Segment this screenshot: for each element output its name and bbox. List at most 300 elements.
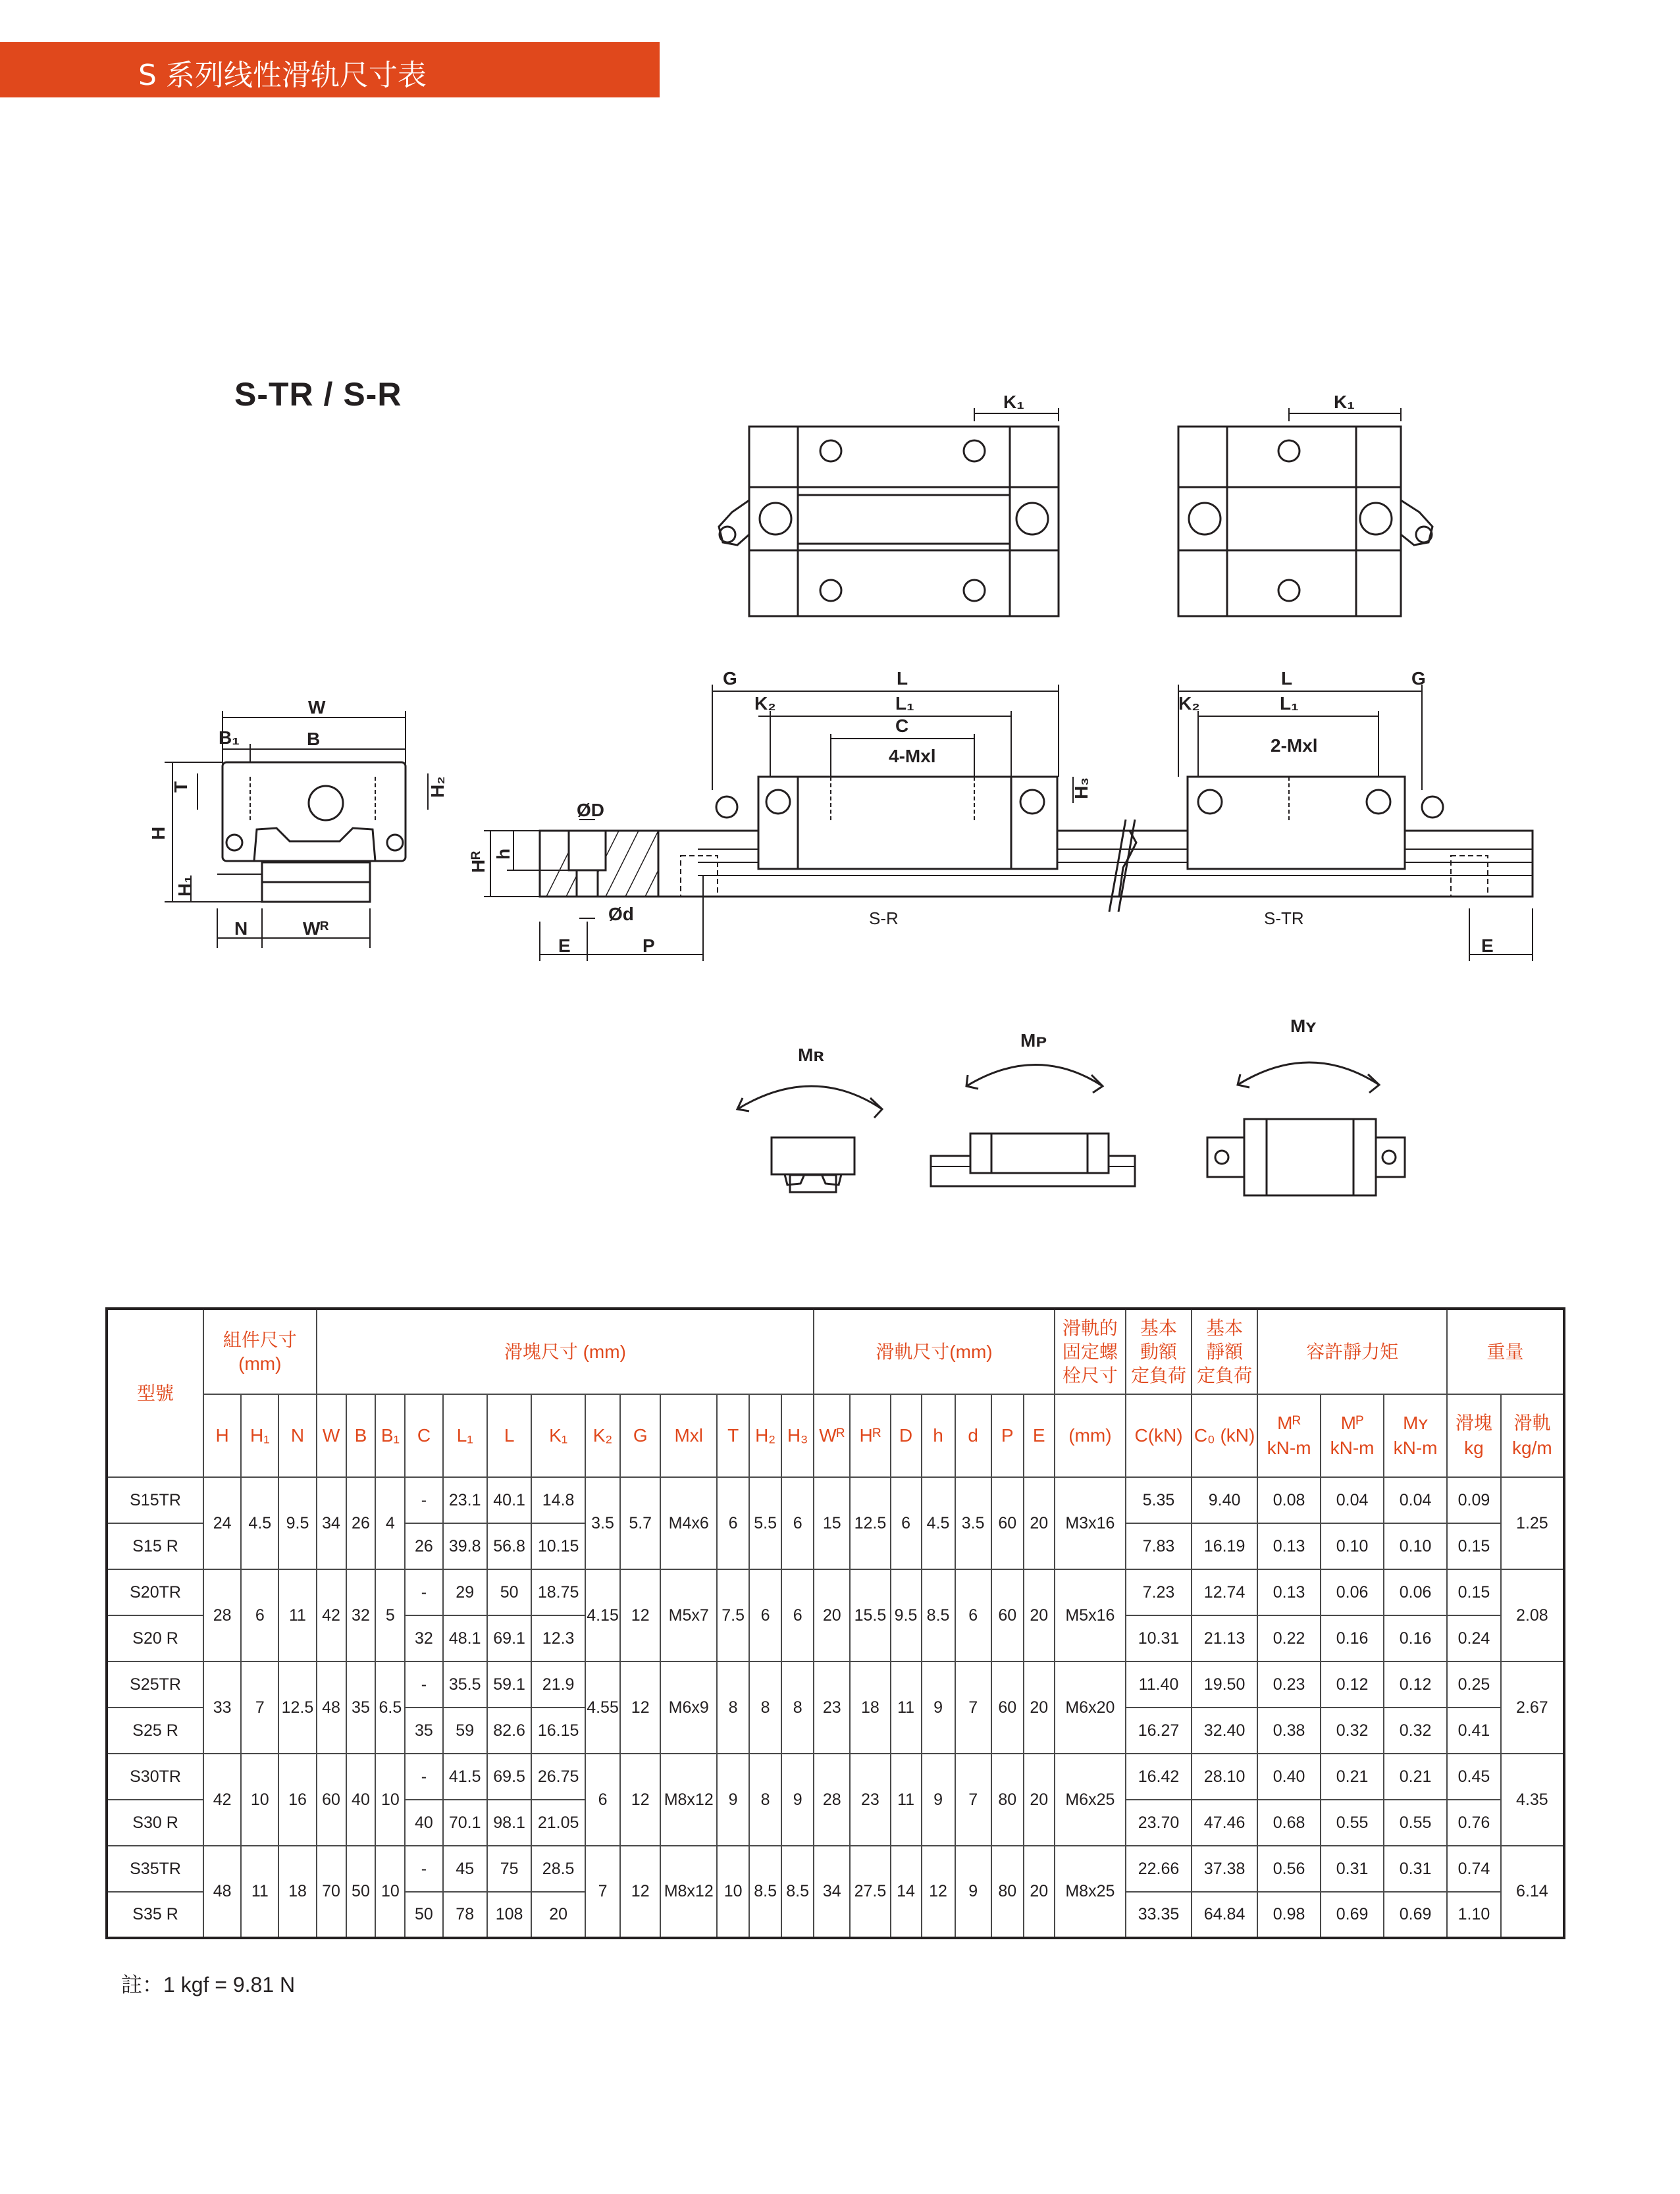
cell-mxl: M8x12 <box>660 1846 717 1938</box>
label-k1-b: K₁ <box>1334 392 1355 412</box>
cell-c0: 47.46 <box>1192 1800 1257 1846</box>
cell-mp: 0.10 <box>1321 1523 1384 1569</box>
cell-e: 20 <box>1024 1661 1055 1754</box>
cell-c: - <box>405 1754 442 1800</box>
cell-my: 0.55 <box>1384 1800 1447 1846</box>
model-cell: S35 R <box>107 1892 203 1938</box>
sub-n: N <box>278 1394 316 1477</box>
moment-my-icon <box>1207 1062 1405 1195</box>
cell-b: 40 <box>346 1754 376 1846</box>
cell-l1: 70.1 <box>443 1800 487 1846</box>
label-h3: H₃ <box>1071 777 1091 799</box>
label-g-right: G <box>1411 668 1426 689</box>
cell-rail-weight: 2.67 <box>1501 1661 1564 1754</box>
cell-mp: 0.06 <box>1321 1569 1384 1615</box>
model-cell: S20TR <box>107 1569 203 1615</box>
cell-c: - <box>405 1477 442 1523</box>
cell-rail-weight: 1.25 <box>1501 1477 1564 1569</box>
cell-c0: 64.84 <box>1192 1892 1257 1938</box>
model-cell: S15TR <box>107 1477 203 1523</box>
cell-h3: 6 <box>781 1477 814 1569</box>
label-k2-left: K₂ <box>754 693 776 714</box>
cell-mr: 0.98 <box>1257 1892 1321 1938</box>
cell-l1: 45 <box>443 1846 487 1892</box>
cell-mxl: M5x7 <box>660 1569 717 1661</box>
cell-l: 40.1 <box>487 1477 531 1523</box>
sub-p: P <box>991 1394 1024 1477</box>
label-my: Mʏ <box>1290 1016 1317 1036</box>
footnote: 註：1 kgf = 9.81 N <box>121 1973 296 1997</box>
sub-h3: H₃ <box>781 1394 814 1477</box>
cell-cd: 33.35 <box>1126 1892 1192 1938</box>
cell-wr: 34 <box>814 1846 850 1938</box>
cell-block_w: 0.09 <box>1447 1477 1501 1523</box>
label-k2-right: K₂ <box>1178 693 1200 714</box>
sub-l: L <box>487 1394 531 1477</box>
cell-d: 11 <box>891 1661 922 1754</box>
label-g-left: G <box>723 668 737 689</box>
cell-l1: 39.8 <box>443 1523 487 1569</box>
cell-w: 42 <box>317 1569 346 1661</box>
label-t: T <box>171 781 191 793</box>
cell-p: 60 <box>991 1477 1024 1569</box>
cell-block_w: 0.45 <box>1447 1754 1501 1800</box>
sub-b1: B₁ <box>375 1394 405 1477</box>
sub-mxl: Mxl <box>660 1394 717 1477</box>
cell-l1: 48.1 <box>443 1615 487 1661</box>
cell-n: 11 <box>278 1569 316 1661</box>
cell-mp: 0.55 <box>1321 1800 1384 1846</box>
header-weight: 重量 <box>1447 1309 1564 1394</box>
label-l-left: L <box>897 668 908 689</box>
cell-bolt: M3x16 <box>1055 1477 1126 1569</box>
cell-p: 60 <box>991 1661 1024 1754</box>
cell-w: 48 <box>317 1661 346 1754</box>
cell-h2: 8.5 <box>749 1846 781 1938</box>
label-p: P <box>643 935 655 956</box>
sub-my: Mʏ kN-m <box>1384 1394 1447 1477</box>
label-l-right: L <box>1281 668 1293 689</box>
cell-h: 9 <box>922 1661 955 1754</box>
table-row <box>107 1846 1564 1892</box>
cell-d: 3.5 <box>955 1477 991 1569</box>
cell-l1: 23.1 <box>443 1477 487 1523</box>
cell-k2: 7 <box>585 1846 620 1938</box>
cell-rail-weight: 4.35 <box>1501 1754 1564 1846</box>
label-wr: Wᴿ <box>303 918 329 939</box>
cell-l1: 78 <box>443 1892 487 1938</box>
label-n: N <box>234 918 248 939</box>
cell-l: 69.5 <box>487 1754 531 1800</box>
header-model: 型號 <box>107 1309 203 1477</box>
cell-mp: 0.16 <box>1321 1615 1384 1661</box>
header-block: 滑塊尺寸 (mm) <box>317 1309 814 1394</box>
sub-hr: Hᴿ <box>850 1394 890 1477</box>
cell-my: 0.16 <box>1384 1615 1447 1661</box>
cell-g: 12 <box>620 1754 660 1846</box>
cell-b1: 6.5 <box>375 1661 405 1754</box>
cell-b: 32 <box>346 1569 376 1661</box>
cell-t: 7.5 <box>717 1569 749 1661</box>
cell-p: 60 <box>991 1569 1024 1661</box>
table-row <box>107 1477 1564 1523</box>
sub-d-lower: d <box>955 1394 991 1477</box>
cell-cd: 7.83 <box>1126 1523 1192 1569</box>
label-od-upper: ØD <box>577 800 604 820</box>
header-bolt: 滑軌的 固定螺 栓尺寸 <box>1055 1309 1126 1394</box>
cell-t: 9 <box>717 1754 749 1846</box>
cell-block_w: 0.15 <box>1447 1523 1501 1569</box>
cell-k1: 21.05 <box>531 1800 585 1846</box>
cell-l: 59.1 <box>487 1661 531 1708</box>
spec-table <box>105 1307 1565 1939</box>
cell-b: 26 <box>346 1477 376 1569</box>
label-mr: Mʀ <box>798 1045 824 1065</box>
cell-l1: 35.5 <box>443 1661 487 1708</box>
sub-c-unit: C(kN) <box>1126 1394 1192 1477</box>
cell-c0: 12.74 <box>1192 1569 1257 1615</box>
cell-k2: 6 <box>585 1754 620 1846</box>
cell-b1: 10 <box>375 1846 405 1938</box>
label-l1-right: L₁ <box>1280 693 1299 714</box>
table-row <box>107 1569 1564 1615</box>
sub-wr: Wᴿ <box>814 1394 850 1477</box>
end-view <box>223 762 406 902</box>
cell-block_w: 1.10 <box>1447 1892 1501 1938</box>
header-assembly: 組件尺寸 (mm) <box>203 1309 317 1394</box>
cell-h2: 6 <box>749 1569 781 1661</box>
cell-k2: 4.15 <box>585 1569 620 1661</box>
cell-h: 24 <box>203 1477 241 1569</box>
cell-w: 70 <box>317 1846 346 1938</box>
cell-g: 5.7 <box>620 1477 660 1569</box>
cell-n: 18 <box>278 1846 316 1938</box>
cell-e: 20 <box>1024 1569 1055 1661</box>
cell-my: 0.04 <box>1384 1477 1447 1523</box>
cell-l1: 29 <box>443 1569 487 1615</box>
cell-cd: 7.23 <box>1126 1569 1192 1615</box>
cell-l: 50 <box>487 1569 531 1615</box>
cell-d: 14 <box>891 1846 922 1938</box>
cell-d: 11 <box>891 1754 922 1846</box>
cell-n: 12.5 <box>278 1661 316 1754</box>
cell-l: 69.1 <box>487 1615 531 1661</box>
cell-my: 0.32 <box>1384 1708 1447 1754</box>
cell-g: 12 <box>620 1569 660 1661</box>
cell-p: 80 <box>991 1846 1024 1938</box>
cell-k1: 12.3 <box>531 1615 585 1661</box>
top-view-s-tr <box>1178 427 1432 616</box>
cell-g: 12 <box>620 1846 660 1938</box>
label-k1-a: K₁ <box>1003 392 1024 412</box>
label-s-tr: S-TR <box>1264 908 1304 928</box>
header-dynamic-load: 基本 動額 定負荷 <box>1126 1309 1192 1394</box>
cell-hr: 15.5 <box>850 1569 890 1661</box>
cell-h1: 11 <box>241 1846 278 1938</box>
cell-b1: 4 <box>375 1477 405 1569</box>
label-h: H <box>148 826 169 840</box>
sub-c: C <box>405 1394 442 1477</box>
cell-h1: 6 <box>241 1569 278 1661</box>
cell-block_w: 0.24 <box>1447 1615 1501 1661</box>
cell-d: 7 <box>955 1754 991 1846</box>
cell-wr: 20 <box>814 1569 850 1661</box>
model-cell: S20 R <box>107 1615 203 1661</box>
cell-e: 20 <box>1024 1477 1055 1569</box>
label-c: C <box>895 716 909 736</box>
cell-e: 20 <box>1024 1846 1055 1938</box>
top-view-s-r <box>719 427 1059 616</box>
cell-c: 26 <box>405 1523 442 1569</box>
cell-k1: 21.9 <box>531 1661 585 1708</box>
cell-l: 108 <box>487 1892 531 1938</box>
model-cell: S30TR <box>107 1754 203 1800</box>
cell-hr: 27.5 <box>850 1846 890 1938</box>
cell-c: 32 <box>405 1615 442 1661</box>
label-od-lower: Ød <box>608 904 634 924</box>
label-2mxl: 2-Mxl <box>1271 735 1318 756</box>
page-title: S 系列线性滑轨尺寸表 <box>138 59 427 92</box>
label-l1-left: L₁ <box>895 693 914 714</box>
cell-wr: 28 <box>814 1754 850 1846</box>
cell-c0: 21.13 <box>1192 1615 1257 1661</box>
cell-k1: 10.15 <box>531 1523 585 1569</box>
sub-mr: Mᴿ kN-m <box>1257 1394 1321 1477</box>
cell-d: 9 <box>955 1846 991 1938</box>
cell-block_w: 0.74 <box>1447 1846 1501 1892</box>
cell-h2: 5.5 <box>749 1477 781 1569</box>
cell-t: 8 <box>717 1661 749 1754</box>
label-h1: H₁ <box>174 875 195 897</box>
cell-c0: 19.50 <box>1192 1661 1257 1708</box>
label-h-small: h <box>493 848 513 860</box>
sub-l1: L₁ <box>443 1394 487 1477</box>
cell-hr: 23 <box>850 1754 890 1846</box>
cell-p: 80 <box>991 1754 1024 1846</box>
cell-h3: 8.5 <box>781 1846 814 1938</box>
cell-cd: 5.35 <box>1126 1477 1192 1523</box>
model-cell: S25 R <box>107 1708 203 1754</box>
cell-h1: 4.5 <box>241 1477 278 1569</box>
label-s-r: S-R <box>869 908 899 928</box>
cell-w: 34 <box>317 1477 346 1569</box>
cell-h1: 7 <box>241 1661 278 1754</box>
cell-mr: 0.38 <box>1257 1708 1321 1754</box>
cell-d: 9.5 <box>891 1569 922 1661</box>
cell-my: 0.10 <box>1384 1523 1447 1569</box>
sub-g: G <box>620 1394 660 1477</box>
cell-mr: 0.56 <box>1257 1846 1321 1892</box>
cell-l: 98.1 <box>487 1800 531 1846</box>
cell-my: 0.31 <box>1384 1846 1447 1892</box>
cell-block_w: 0.41 <box>1447 1708 1501 1754</box>
cell-c0: 37.38 <box>1192 1846 1257 1892</box>
cell-c: 40 <box>405 1800 442 1846</box>
header-moment: 容許靜力矩 <box>1257 1309 1447 1394</box>
cell-my: 0.21 <box>1384 1754 1447 1800</box>
cell-wr: 23 <box>814 1661 850 1754</box>
cell-h2: 8 <box>749 1661 781 1754</box>
label-mp: Mᴘ <box>1020 1030 1047 1051</box>
cell-c: - <box>405 1846 442 1892</box>
cell-rail-weight: 2.08 <box>1501 1569 1564 1661</box>
model-cell: S35TR <box>107 1846 203 1892</box>
cell-mxl: M6x9 <box>660 1661 717 1754</box>
cell-mp: 0.69 <box>1321 1892 1384 1938</box>
cell-my: 0.12 <box>1384 1661 1447 1708</box>
cell-k1: 18.75 <box>531 1569 585 1615</box>
cell-mr: 0.08 <box>1257 1477 1321 1523</box>
cell-mxl: M4x6 <box>660 1477 717 1569</box>
sub-b: B <box>346 1394 376 1477</box>
cell-t: 10 <box>717 1846 749 1938</box>
label-e-left: E <box>558 935 571 956</box>
cell-t: 6 <box>717 1477 749 1569</box>
cell-d: 6 <box>955 1569 991 1661</box>
cell-mr: 0.23 <box>1257 1661 1321 1708</box>
label-4mxl: 4-Mxl <box>889 746 936 766</box>
sub-w: W <box>317 1394 346 1477</box>
cell-my: 0.69 <box>1384 1892 1447 1938</box>
cell-mr: 0.13 <box>1257 1569 1321 1615</box>
sub-h: H <box>203 1394 241 1477</box>
cell-cd: 23.70 <box>1126 1800 1192 1846</box>
sub-h-small: h <box>922 1394 955 1477</box>
cell-cd: 11.40 <box>1126 1661 1192 1708</box>
cell-h: 28 <box>203 1569 241 1661</box>
cell-k1: 14.8 <box>531 1477 585 1523</box>
cell-h: 42 <box>203 1754 241 1846</box>
cell-c0: 16.19 <box>1192 1523 1257 1569</box>
sub-bolt-unit: (mm) <box>1055 1394 1126 1477</box>
cell-hr: 18 <box>850 1661 890 1754</box>
cell-b: 50 <box>346 1846 376 1938</box>
label-b1: B₁ <box>219 727 240 748</box>
cell-block_w: 0.76 <box>1447 1800 1501 1846</box>
header-static-load: 基本 靜額 定負荷 <box>1192 1309 1257 1394</box>
cell-bolt: M6x20 <box>1055 1661 1126 1754</box>
model-cell: S30 R <box>107 1800 203 1846</box>
moment-mp-icon <box>931 1065 1135 1187</box>
cell-h: 8.5 <box>922 1569 955 1661</box>
cell-c0: 28.10 <box>1192 1754 1257 1800</box>
cell-my: 0.06 <box>1384 1569 1447 1615</box>
cell-mr: 0.22 <box>1257 1615 1321 1661</box>
model-cell: S15 R <box>107 1523 203 1569</box>
sub-rail-weight: 滑軌 kg/m <box>1501 1394 1564 1477</box>
cell-h: 48 <box>203 1846 241 1938</box>
cell-cd: 16.42 <box>1126 1754 1192 1800</box>
cell-h: 33 <box>203 1661 241 1754</box>
cell-k2: 4.55 <box>585 1661 620 1754</box>
cell-h: 4.5 <box>922 1477 955 1569</box>
cell-k1: 20 <box>531 1892 585 1938</box>
cell-cd: 10.31 <box>1126 1615 1192 1661</box>
sub-e: E <box>1024 1394 1055 1477</box>
label-h2: H₂ <box>427 776 448 798</box>
sub-c0-unit: C₀ (kN) <box>1192 1394 1257 1477</box>
cell-k1: 16.15 <box>531 1708 585 1754</box>
sub-mp: Mᴾ kN-m <box>1321 1394 1384 1477</box>
cell-w: 60 <box>317 1754 346 1846</box>
cell-k1: 26.75 <box>531 1754 585 1800</box>
cell-g: 12 <box>620 1661 660 1754</box>
cell-wr: 15 <box>814 1477 850 1569</box>
moment-mr-icon <box>737 1086 882 1192</box>
sub-k1: K₁ <box>531 1394 585 1477</box>
cell-h: 9 <box>922 1754 955 1846</box>
cell-mr: 0.68 <box>1257 1800 1321 1846</box>
cell-c0: 9.40 <box>1192 1477 1257 1523</box>
label-e-right: E <box>1481 935 1494 956</box>
cell-c0: 32.40 <box>1192 1708 1257 1754</box>
cell-n: 9.5 <box>278 1477 316 1569</box>
cell-h3: 8 <box>781 1661 814 1754</box>
cell-cd: 22.66 <box>1126 1846 1192 1892</box>
cell-c: 35 <box>405 1708 442 1754</box>
cell-bolt: M6x25 <box>1055 1754 1126 1846</box>
side-view <box>540 777 1533 897</box>
label-w: W <box>308 697 326 718</box>
cell-b1: 10 <box>375 1754 405 1846</box>
table-row <box>107 1754 1564 1800</box>
cell-h3: 9 <box>781 1754 814 1846</box>
cell-e: 20 <box>1024 1754 1055 1846</box>
cell-d: 7 <box>955 1661 991 1754</box>
cell-b: 35 <box>346 1661 376 1754</box>
cell-k1: 28.5 <box>531 1846 585 1892</box>
cell-mp: 0.21 <box>1321 1754 1384 1800</box>
cell-mxl: M8x12 <box>660 1754 717 1846</box>
cell-rail-weight: 6.14 <box>1501 1846 1564 1938</box>
cell-c: 50 <box>405 1892 442 1938</box>
cell-mr: 0.13 <box>1257 1523 1321 1569</box>
cell-d: 6 <box>891 1477 922 1569</box>
label-hr: Hᴿ <box>468 850 488 873</box>
sub-block-weight: 滑塊 kg <box>1447 1394 1501 1477</box>
cell-cd: 16.27 <box>1126 1708 1192 1754</box>
sub-t: T <box>717 1394 749 1477</box>
cell-hr: 12.5 <box>850 1477 890 1569</box>
cell-block_w: 0.25 <box>1447 1661 1501 1708</box>
label-b: B <box>307 729 321 749</box>
cell-c: - <box>405 1569 442 1615</box>
cell-mp: 0.31 <box>1321 1846 1384 1892</box>
cell-block_w: 0.15 <box>1447 1569 1501 1615</box>
cell-h: 12 <box>922 1846 955 1938</box>
sub-h2: H₂ <box>749 1394 781 1477</box>
sub-h1: H₁ <box>241 1394 278 1477</box>
end-view-dimensions <box>165 711 428 948</box>
cell-mp: 0.32 <box>1321 1708 1384 1754</box>
cell-bolt: M5x16 <box>1055 1569 1126 1661</box>
cell-mr: 0.40 <box>1257 1754 1321 1800</box>
cell-mp: 0.12 <box>1321 1661 1384 1708</box>
sub-d-upper: D <box>891 1394 922 1477</box>
cell-l: 82.6 <box>487 1708 531 1754</box>
cell-bolt: M8x25 <box>1055 1846 1126 1938</box>
cell-mp: 0.04 <box>1321 1477 1384 1523</box>
cell-c: - <box>405 1661 442 1708</box>
cell-h1: 10 <box>241 1754 278 1846</box>
table-row <box>107 1661 1564 1708</box>
cell-l1: 41.5 <box>443 1754 487 1800</box>
cell-l: 56.8 <box>487 1523 531 1569</box>
sub-k2: K₂ <box>585 1394 620 1477</box>
model-cell: S25TR <box>107 1661 203 1708</box>
cell-b1: 5 <box>375 1569 405 1661</box>
cell-l: 75 <box>487 1846 531 1892</box>
